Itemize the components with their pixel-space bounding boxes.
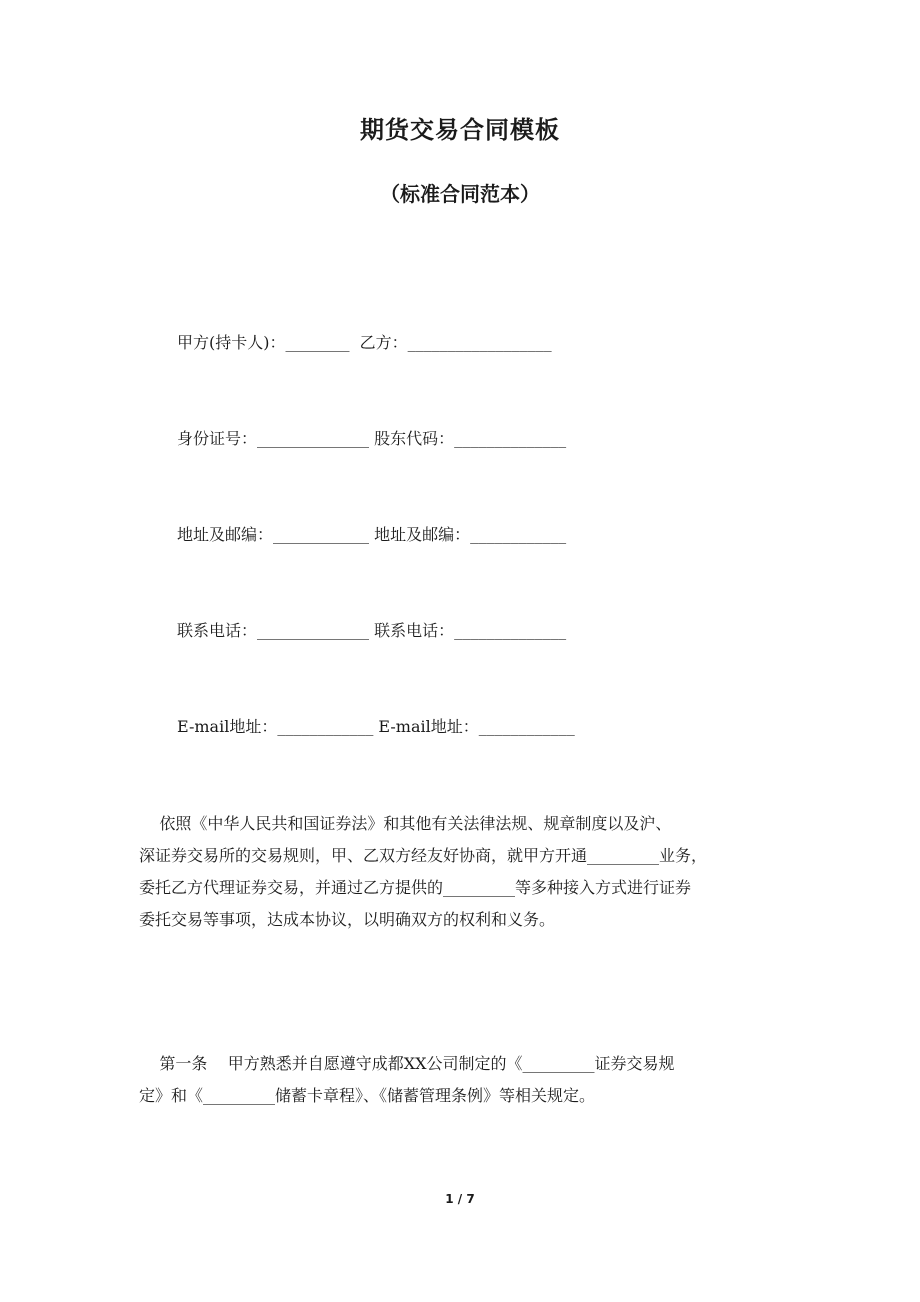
article-line: 第一条 甲方熟悉并自愿遵守成都XX公司制定的《_________证券交易规 bbox=[139, 1054, 675, 1073]
address-field: 地址及邮编：____________ 地址及邮编：____________ bbox=[177, 525, 567, 544]
article-line: 定》和《_________储蓄卡章程》、《储蓄管理条例》等相关规定。 bbox=[139, 1086, 596, 1105]
intro-line: 深证券交易所的交易规则，甲、乙双方经友好协商，就甲方开通_________业务， bbox=[139, 846, 708, 865]
intro-line: 委托乙方代理证券交易，并通过乙方提供的_________等多种接入方式进行证券 bbox=[139, 878, 692, 897]
intro-line: 依照《中华人民共和国证券法》和其他有关法律法规、规章制度以及沪、 bbox=[139, 814, 672, 833]
party-names-field: 甲方(持卡人)：________ 乙方：__________________ bbox=[177, 333, 552, 352]
article-1-paragraph bbox=[139, 1048, 799, 1112]
document-title: 期货交易合同模板 bbox=[360, 116, 560, 144]
document-subtitle: （标准合同范本） bbox=[380, 182, 540, 206]
id-number-field: 身份证号：______________ 股东代码：______________ bbox=[177, 429, 567, 448]
intro-line: 委托交易等事项，达成本协议，以明确双方的权利和义务。 bbox=[139, 910, 556, 929]
page-number: 1 / 7 bbox=[445, 1192, 475, 1206]
phone-field: 联系电话：______________ 联系电话：______________ bbox=[177, 621, 567, 640]
email-field: E-mail地址：____________ E-mail地址：____________ bbox=[177, 717, 575, 736]
intro-paragraph bbox=[139, 808, 799, 936]
